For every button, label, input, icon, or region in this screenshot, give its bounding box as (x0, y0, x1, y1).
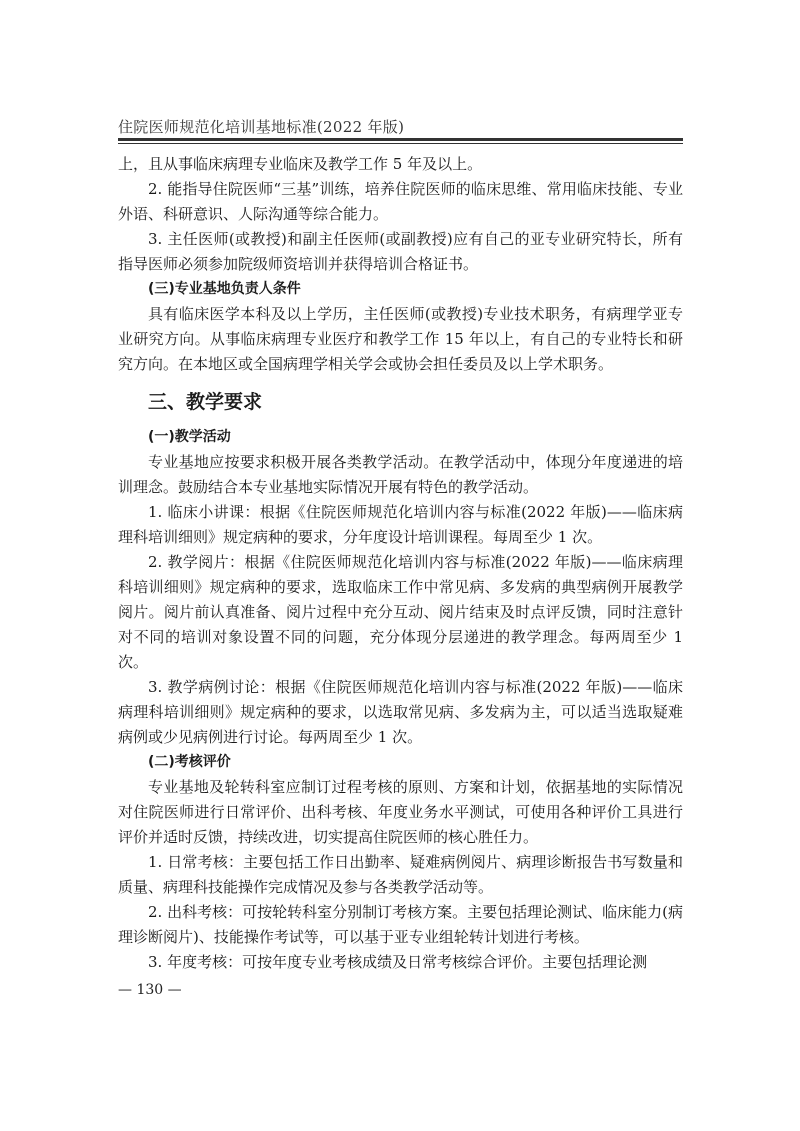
paragraph-activity-2: 2. 教学阅片：根据《住院医师规范化培训内容与标准(2022 年版)——临床病理科培训细则》规定病种的要求，选取临床工作中常见病、多发病的典型病例开展教学阅片。阅片前认真准备、阅片过程中充分互动、阅片结束及时点评反馈，同时注意针对不同的培训对象设置不同的问题，充分体现分层递进的教学理念。每两周至少 1 次。 (118, 553, 683, 671)
subheading-activities: (一)教学活动 (148, 429, 231, 445)
paragraph-item-2: 2. 能指导住院医师“三基”训练，培养住院医师的临床思维、常用临床技能、专业外语、科研意识、人际沟通等综合能力。 (118, 180, 683, 223)
paragraph-assessment-1: 1. 日常考核：主要包括工作日出勤率、疑难病例阅片、病理诊断报告书写数量和质量、病理科技能操作完成情况及参与各类教学活动等。 (118, 853, 683, 896)
paragraph-activity-3: 3. 教学病例讨论：根据《住院医师规范化培训内容与标准(2022 年版)——临床病理科培训细则》规定病种的要求，以选取常见病、多发病为主，可以适当选取疑难病例或少见病例进行讨论。每两周至少 1 次。 (118, 678, 683, 746)
header-rule-thin (118, 143, 683, 144)
paragraph-activity-1: 1. 临床小讲课：根据《住院医师规范化培训内容与标准(2022 年版)——临床病理科培训细则》规定病种的要求，分年度设计培训课程。每周至少 1 次。 (118, 503, 683, 546)
document-body (118, 152, 683, 975)
subheading-assessment: (二)考核评价 (148, 754, 231, 770)
subheading-base-leader: (三)专业基地负责人条件 (148, 281, 301, 297)
running-header-title: 住院医师规范化培训基地标准(2022 年版) (118, 118, 405, 136)
paragraph-assessment-2: 2. 出科考核：可按轮转科室分别制订考核方案。主要包括理论测试、临床能力(病理诊断阅片)、技能操作考试等，可以基于亚专业组轮转计划进行考核。 (118, 903, 683, 946)
paragraph-item-3: 3. 主任医师(或教授)和副主任医师(或副教授)应有自己的亚专业研究特长，所有指导医师必须参加院级师资培训并获得培训合格证书。 (118, 230, 683, 273)
paragraph-assessment-3: 3. 年度考核：可按年度专业考核成绩及日常考核综合评价。主要包括理论测 (148, 953, 648, 971)
paragraph-assessment: 专业基地及轮转科室应制订过程考核的原则、方案和计划，依据基地的实际情况对住院医师进行日常评价、出科考核、年度业务水平测试，可使用各种评价工具进行评价并适时反馈，持续改进，切实提高住院医师的核心胜任力。 (118, 778, 683, 846)
paragraph-base-leader: 具有临床医学本科及以上学历，主任医师(或教授)专业技术职务，有病理学亚专业研究方向。从事临床病理专业医疗和教学工作 15 年以上，有自己的专业特长和研究方向。在本地区或全国病理学相关学会或协会担任委员及以上学术职务。 (118, 305, 683, 373)
section-heading-teaching: 三、教学要求 (148, 391, 263, 413)
header-rule-thick (118, 138, 683, 141)
page-number: — 130 — (118, 982, 182, 998)
paragraph-continuation: 上，且从事临床病理专业临床及教学工作 5 年及以上。 (118, 155, 483, 173)
paragraph-activities: 专业基地应按要求积极开展各类教学活动。在教学活动中，体现分年度递进的培训理念。鼓励结合本专业基地实际情况开展有特色的教学活动。 (118, 453, 683, 496)
